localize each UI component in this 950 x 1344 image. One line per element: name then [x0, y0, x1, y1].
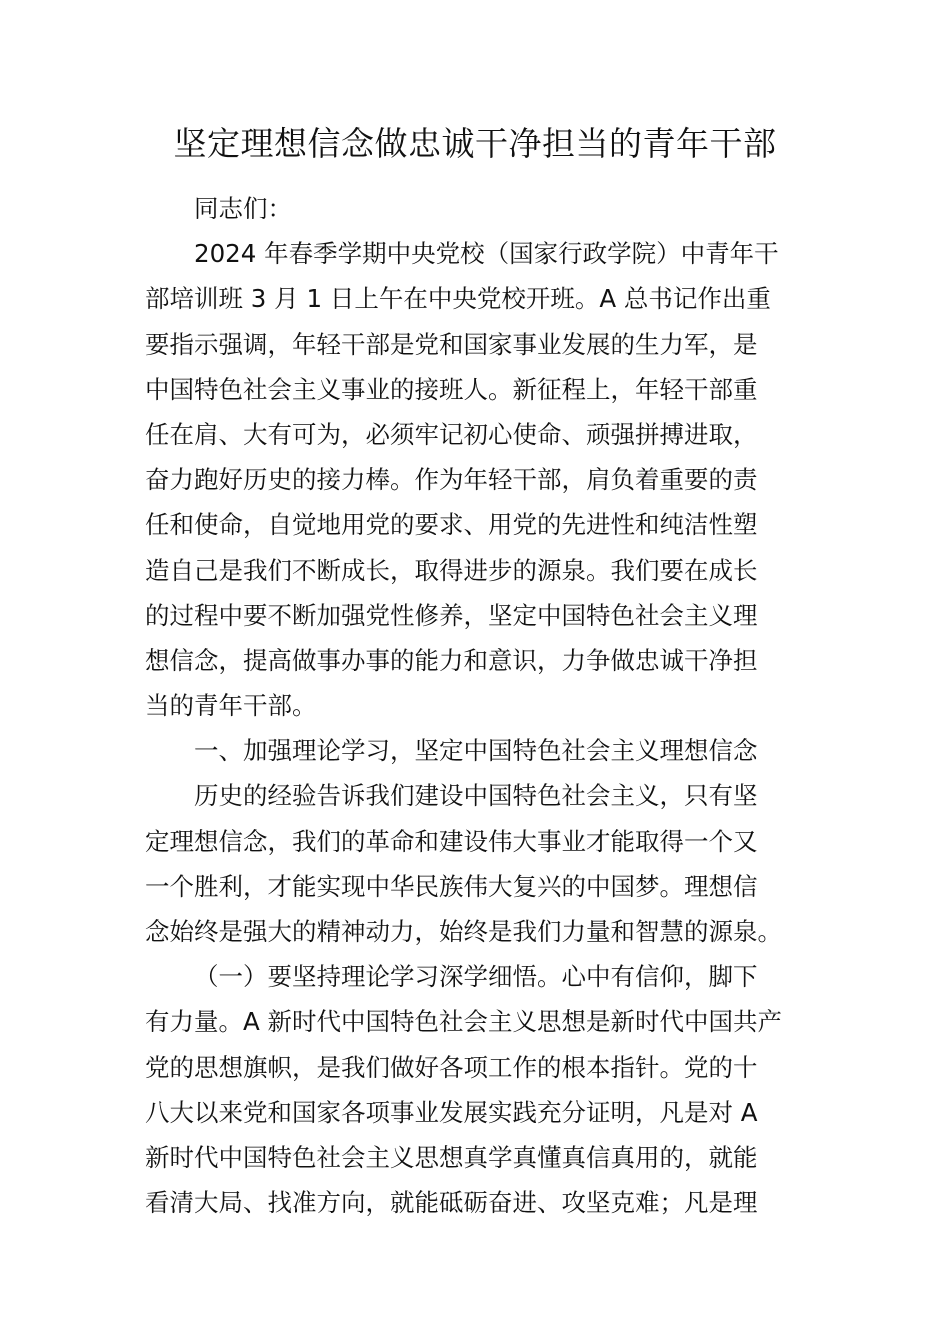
text-line: 造自己是我们不断成长，取得进步的源泉。我们要在成长 — [145, 555, 758, 585]
text-line: 奋力跑好历史的接力棒。作为年轻干部，肩负着重要的责 — [145, 465, 758, 495]
text-line: 中国特色社会主义事业的接班人。新征程上，年轻干部重 — [145, 374, 758, 404]
text-line: 党的思想旗帜，是我们做好各项工作的根本指针。党的十 — [145, 1052, 758, 1082]
text-line: 一、加强理论学习，坚定中国特色社会主义理想信念 — [194, 736, 758, 766]
document-title: 坚定理想信念做忠诚干净担当的青年干部 — [173, 124, 777, 163]
text-line: 八大以来党和国家各项事业发展实践充分证明，凡是对 A — [145, 1097, 758, 1127]
text-line: 任在肩、大有可为，必须牢记初心使命、顽强拼搏进取， — [145, 419, 758, 449]
text-line: （一）要坚持理论学习深学细悟。心中有信仰，脚下 — [194, 962, 758, 992]
text-line: 的过程中要不断加强党性修养，坚定中国特色社会主义理 — [145, 600, 758, 630]
text-line: 念始终是强大的精神动力，始终是我们力量和智慧的源泉。 — [145, 917, 782, 946]
text-line: 定理想信念，我们的革命和建设伟大事业才能取得一个又 — [145, 826, 758, 856]
text-line: 一个胜利，才能实现中华民族伟大复兴的中国梦。理想信 — [145, 871, 758, 901]
text-line: 看清大局、找准方向，就能砥砺奋进、攻坚克难；凡是理 — [145, 1188, 758, 1218]
text-line: 要指示强调，年轻干部是党和国家事业发展的生力军，是 — [145, 329, 758, 359]
text-line: 部培训班 3 月 1 日上午在中央党校开班。A 总书记作出重 — [145, 284, 771, 314]
text-line: 历史的经验告诉我们建设中国特色社会主义，只有坚 — [194, 781, 758, 811]
document-body — [145, 186, 810, 1225]
text-line: 同志们： — [194, 194, 292, 223]
text-line: 有力量。A 新时代中国特色社会主义思想是新时代中国共产 — [145, 1007, 783, 1037]
text-line: 2024 年春季学期中央党校（国家行政学院）中青年干 — [194, 239, 779, 269]
text-line: 想信念，提高做事办事的能力和意识，力争做忠诚干净担 — [145, 645, 758, 675]
text-line: 任和使命，自觉地用党的要求、用党的先进性和纯洁性塑 — [145, 510, 758, 540]
text-line: 当的青年干部。 — [145, 691, 317, 721]
text-line: 新时代中国特色社会主义思想真学真懂真信真用的，就能 — [145, 1142, 758, 1172]
